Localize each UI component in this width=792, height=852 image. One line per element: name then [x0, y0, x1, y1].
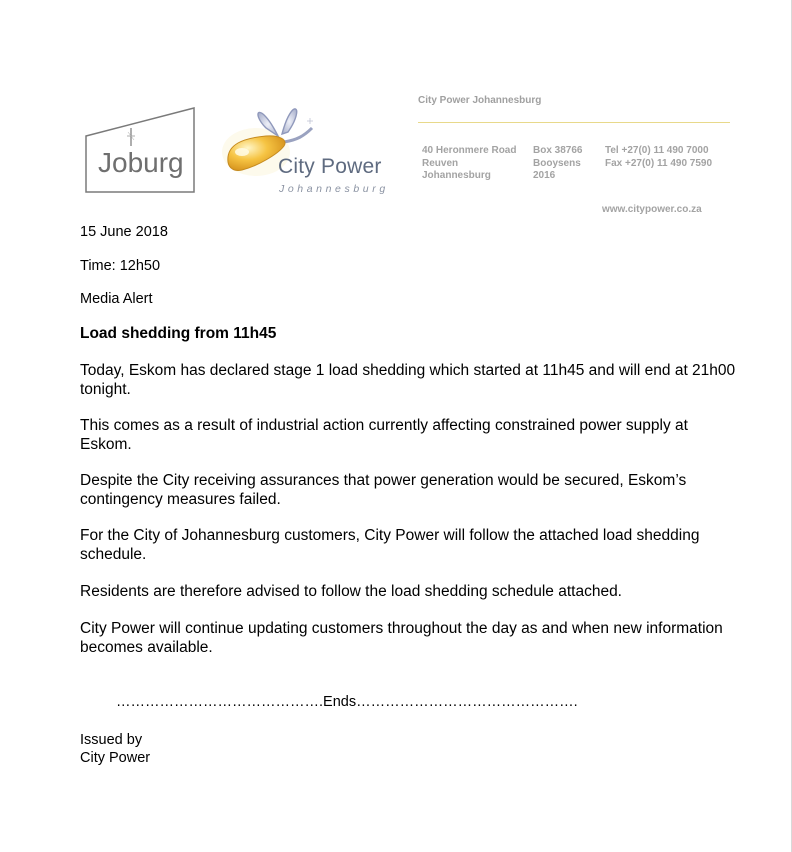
- paragraph: For the City of Johannesburg customers, City Power will follow the attached load shedding schedule.: [80, 527, 700, 563]
- ends-marker: …………………………………….Ends……………………………………….: [116, 694, 578, 710]
- document-date: 15 June 2018: [80, 224, 168, 240]
- dragonfly-wing-right: [282, 109, 297, 134]
- document-time: Time: 12h50: [80, 258, 161, 274]
- issued-by-name: City Power: [80, 750, 151, 766]
- postal-line: Box 38766: [533, 145, 583, 156]
- postal-line: 2016: [533, 170, 556, 181]
- letterhead-website: www.citypower.co.za: [602, 204, 702, 215]
- phone-line: Fax +27(0) 11 490 7590: [605, 157, 713, 169]
- letterhead-address: [422, 145, 516, 183]
- postal-line: Booysens: [533, 157, 581, 169]
- phone-line: Tel +27(0) 11 490 7000: [605, 145, 709, 156]
- document-heading: Load shedding from 11h45: [80, 325, 277, 342]
- issued-by-block: [80, 731, 740, 767]
- paragraph: This comes as a result of industrial action currently affecting constrained power supply at Eskom.: [80, 417, 688, 453]
- document-type: Media Alert: [80, 291, 153, 307]
- letterhead-postal: [533, 145, 582, 183]
- paragraph: Today, Eskom has declared stage 1 load shedding which started at 11h45 and will end at 21h00 tonight.: [80, 362, 736, 398]
- city-power-logo-name: City Power: [278, 155, 382, 178]
- letterhead-divider: [418, 122, 730, 123]
- paragraph: Despite the City receiving assurances that power generation would be secured, Eskom’s contingency measures failed.: [80, 472, 687, 508]
- address-line: Johannesburg: [422, 170, 491, 181]
- issued-by-label: Issued by: [80, 732, 143, 748]
- address-line: Reuven: [422, 157, 459, 169]
- address-line: 40 Heronmere Road: [422, 145, 517, 156]
- city-power-logo-city: Johannesburg: [279, 183, 389, 195]
- joburg-logo: [84, 106, 198, 194]
- letterhead-company-title: City Power Johannesburg: [418, 95, 542, 106]
- letterhead-phone: [605, 145, 712, 170]
- paragraph: Residents are therefore advised to follow the load shedding schedule attached.: [80, 583, 622, 600]
- joburg-logo-text: Joburg: [98, 147, 184, 178]
- paragraph: City Power will continue updating customers throughout the day as and when new information becomes available.: [80, 620, 723, 656]
